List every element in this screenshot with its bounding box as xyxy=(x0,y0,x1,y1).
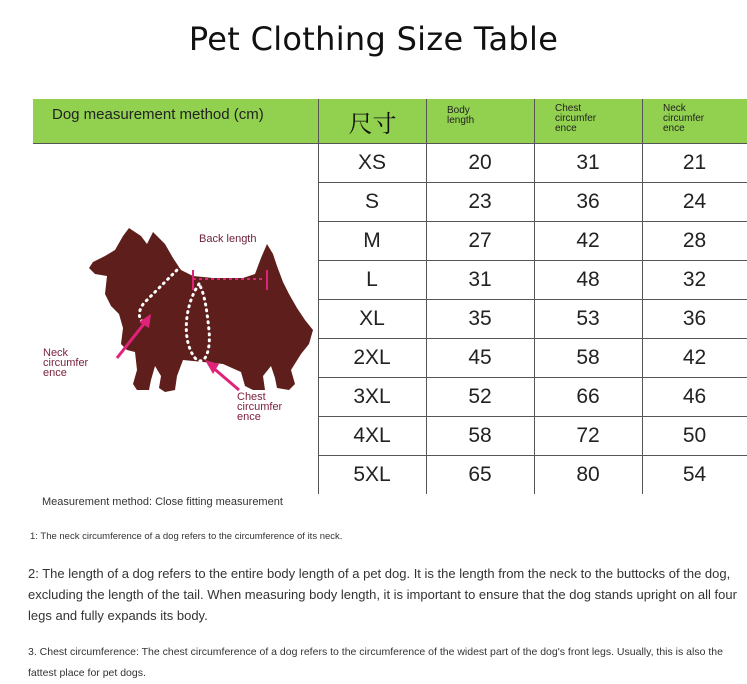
cell-size: 2XL xyxy=(353,345,391,369)
neck-circumference-header: Neck circumfer ence xyxy=(663,103,705,134)
cell-chest: 36 xyxy=(576,189,600,213)
cell-body: 23 xyxy=(468,189,492,213)
cell-body: 35 xyxy=(468,306,492,330)
cell-body: 20 xyxy=(468,150,492,174)
table-row xyxy=(318,143,747,182)
dog-measurement-diagram xyxy=(33,144,318,434)
cell-chest: 31 xyxy=(576,150,600,174)
cell-neck: 54 xyxy=(682,462,707,486)
note-chest: 3. Chest circumference: The chest circumference of a dog refers to the circumference of the widest part of the dog's front legs. Usually, this is also the fattest place for pet dogs. xyxy=(28,646,723,679)
neck-header-cell xyxy=(642,99,747,143)
cell-size: XS xyxy=(357,150,386,174)
cell-chest: 53 xyxy=(576,306,600,330)
cell-neck: 50 xyxy=(682,423,707,447)
cell-chest: 80 xyxy=(576,462,600,486)
cell-size: 4XL xyxy=(353,423,391,447)
cell-neck: 28 xyxy=(682,228,707,252)
cell-chest: 66 xyxy=(576,384,600,408)
cell-size: L xyxy=(366,267,378,291)
cell-chest: 42 xyxy=(576,228,600,252)
cell-chest: 72 xyxy=(576,423,600,447)
dog-silhouette-icon xyxy=(33,144,318,434)
table-row xyxy=(318,299,747,338)
cell-body: 58 xyxy=(468,423,492,447)
neck-circumference-label: Neck circumfer ence xyxy=(43,347,89,379)
measurement-method-note: Measurement method: Close fitting measurement xyxy=(42,496,283,508)
cell-neck: 46 xyxy=(682,384,707,408)
note-neck: 1: The neck circumference of a dog refers to the circumference of its neck. xyxy=(30,531,343,542)
cell-size: 3XL xyxy=(353,384,391,408)
cell-neck: 42 xyxy=(682,345,707,369)
cell-size: S xyxy=(364,189,379,213)
table-row xyxy=(318,182,747,221)
cell-body: 45 xyxy=(468,345,492,369)
table-row xyxy=(318,455,747,494)
size-column-header: 尺寸 xyxy=(318,99,426,143)
cell-chest: 48 xyxy=(576,267,600,291)
cell-body: 31 xyxy=(468,267,492,291)
cell-body: 52 xyxy=(468,384,492,408)
table-row xyxy=(318,221,747,260)
table-row xyxy=(318,338,747,377)
cell-size: XL xyxy=(359,306,385,330)
table-row xyxy=(318,416,747,455)
note-body-length: 2: The length of a dog refers to the entire body length of a pet dog. It is the length from the neck to the buttocks of the dog, excluding the length of the tail. When measuring body length, it is important to ensure that the dog stands upright on all four legs and fully expands its body. xyxy=(28,566,737,623)
method-label: Dog measurement method (cm) xyxy=(52,106,264,123)
cell-neck: 32 xyxy=(682,267,707,291)
body-length-header: Body length xyxy=(447,105,475,126)
table-row xyxy=(318,377,747,416)
cell-body: 27 xyxy=(468,228,492,252)
cell-chest: 58 xyxy=(576,345,600,369)
cell-body: 65 xyxy=(468,462,492,486)
chest-header-cell xyxy=(534,99,642,143)
body-length-header-cell xyxy=(426,99,534,143)
page-title: Pet Clothing Size Table xyxy=(188,20,559,58)
cell-neck: 21 xyxy=(682,150,707,174)
cell-size: M xyxy=(363,228,381,252)
cell-size: 5XL xyxy=(353,462,391,486)
cell-neck: 24 xyxy=(682,189,707,213)
table-row xyxy=(318,260,747,299)
chest-circumference-label: Chest circumfer ence xyxy=(237,391,283,423)
chest-circumference-header: Chest circumfer ence xyxy=(555,103,597,134)
back-length-label: Back length xyxy=(199,233,257,245)
cell-neck: 36 xyxy=(682,306,707,330)
